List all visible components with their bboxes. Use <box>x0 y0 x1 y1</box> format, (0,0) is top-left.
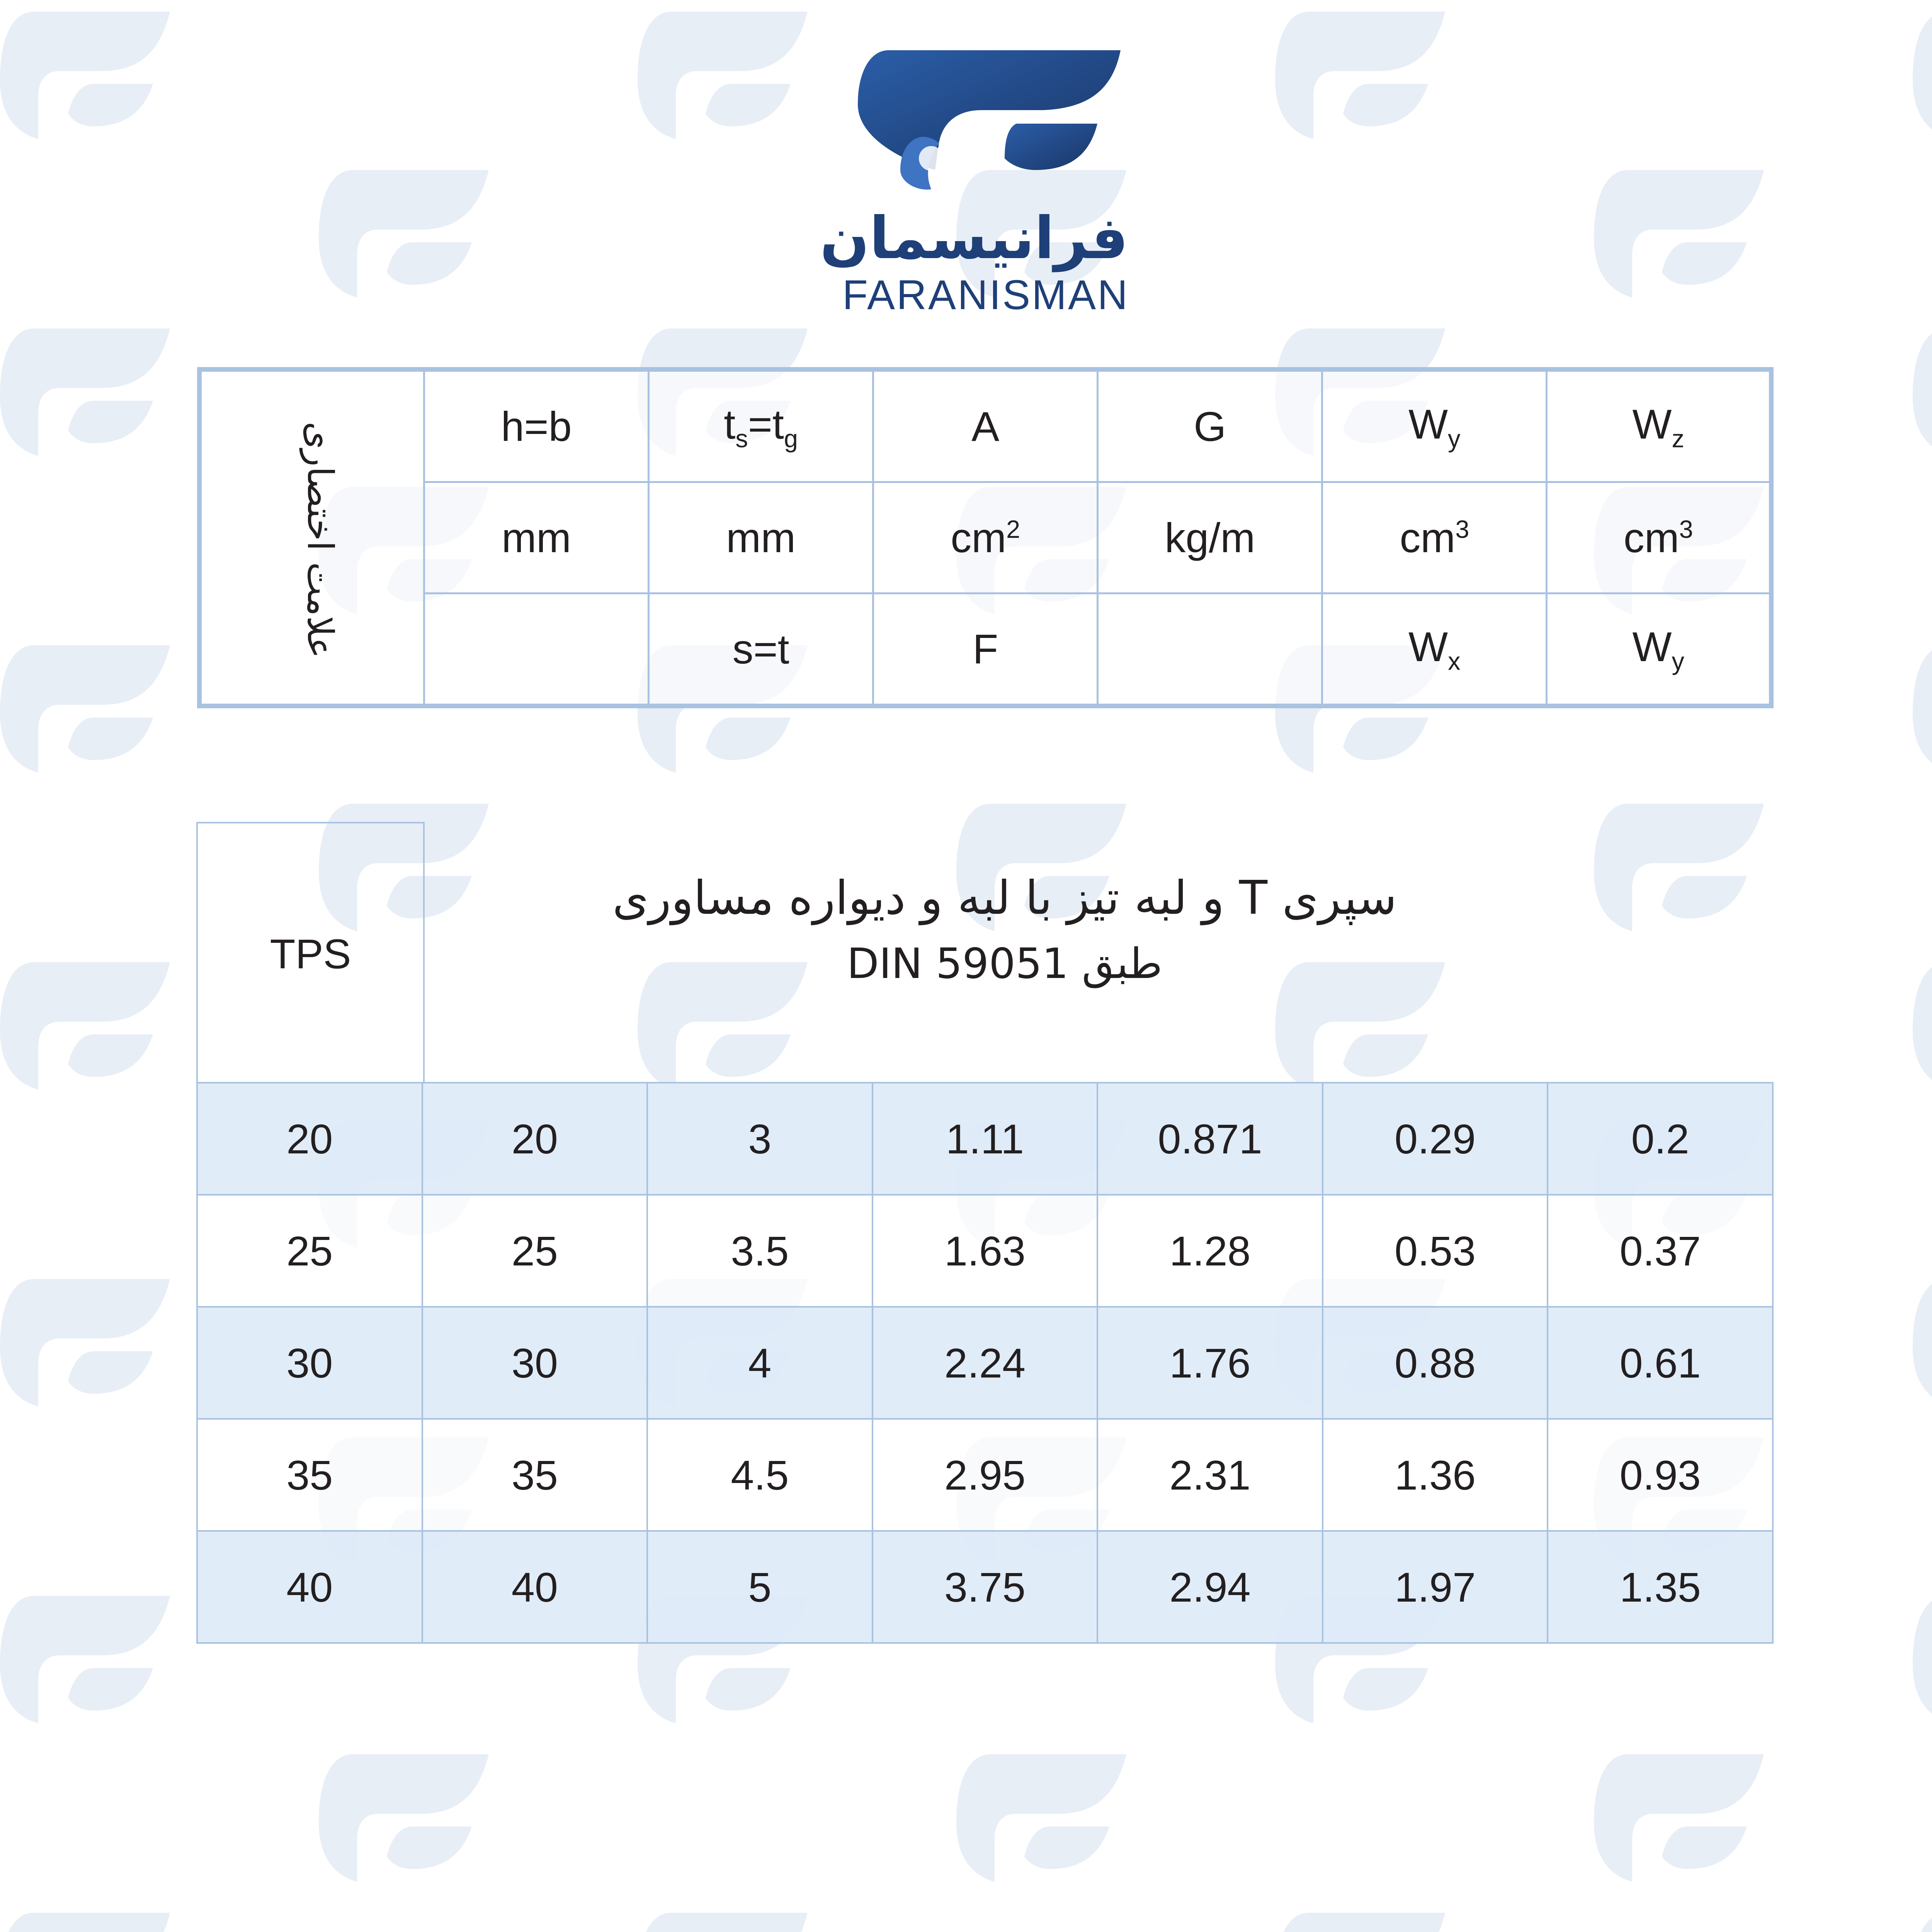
section-title-block <box>425 866 1584 997</box>
table-cell: 1.28 <box>1097 1195 1323 1307</box>
table-cell: 2.95 <box>872 1419 1098 1531</box>
table-cell: 4.5 <box>647 1419 872 1531</box>
legend-symbol-wz: $W_z$ <box>1547 369 1771 482</box>
legend-unit: mm <box>649 482 873 594</box>
legend-alt-symbol: F <box>873 594 1098 706</box>
table-row <box>197 1083 1773 1195</box>
legend-alt-symbol: $W_y$ <box>1547 594 1771 706</box>
legend-unit: $cm^3$ <box>1322 482 1547 594</box>
brand-name-en: FARANISMAN <box>842 271 1129 318</box>
table-cell: 5 <box>647 1531 872 1643</box>
legend-alt-symbol: $W_x$ <box>1322 594 1547 706</box>
table-cell: 1.97 <box>1323 1531 1548 1643</box>
table-row <box>197 1307 1773 1419</box>
table-cell: 1.36 <box>1323 1419 1548 1531</box>
table-cell: 30 <box>422 1307 648 1419</box>
legend-symbol-ts-tg: $t_s=t_g$ <box>649 369 873 482</box>
table-cell: 35 <box>422 1419 648 1531</box>
abbreviation-label: علامت اختصاری <box>299 421 341 659</box>
table-cell: 40 <box>197 1531 422 1643</box>
legend-unit: kg/m <box>1098 482 1322 594</box>
section-standard: طبق DIN 59051 <box>847 940 1163 988</box>
table-cell: 25 <box>422 1195 648 1307</box>
brand-name-fa: فرانیسمان <box>820 205 1128 272</box>
section-title: سپری T و لبه تیز با لبه و دیواره مساوری <box>612 871 1397 925</box>
table-cell: 1.35 <box>1548 1531 1773 1643</box>
table-cell: 3.75 <box>872 1531 1098 1643</box>
table-cell: 1.76 <box>1097 1307 1323 1419</box>
legend-alt-symbol <box>424 594 649 706</box>
legend-alt-symbol: s=t <box>649 594 873 706</box>
table-cell: 0.88 <box>1323 1307 1548 1419</box>
legend-symbol-wy: $W_y$ <box>1322 369 1547 482</box>
legend-unit: mm <box>424 482 649 594</box>
table-cell: 2.94 <box>1097 1531 1323 1643</box>
table-cell: 4 <box>647 1307 872 1419</box>
legend-unit: $cm^2$ <box>873 482 1098 594</box>
table-row <box>197 1419 1773 1531</box>
table-cell: 0.871 <box>1097 1083 1323 1195</box>
table-cell: 2.24 <box>872 1307 1098 1419</box>
table-cell: 0.93 <box>1548 1419 1773 1531</box>
legend-symbol-g: G <box>1098 369 1322 482</box>
table-cell: 35 <box>197 1419 422 1531</box>
table-cell: 2.31 <box>1097 1419 1323 1531</box>
table-cell: 0.29 <box>1323 1083 1548 1195</box>
table-row <box>197 1195 1773 1307</box>
table-cell: 3 <box>647 1083 872 1195</box>
table-cell: 1.11 <box>872 1083 1098 1195</box>
abbreviation-cell <box>199 369 424 706</box>
table-cell: 25 <box>197 1195 422 1307</box>
table-cell: 3.5 <box>647 1195 872 1307</box>
table-cell: 0.37 <box>1548 1195 1773 1307</box>
table-cell: 1.63 <box>872 1195 1098 1307</box>
table-cell: 40 <box>422 1531 648 1643</box>
legend-unit: $cm^3$ <box>1547 482 1771 594</box>
eagle-logo-icon <box>842 43 1128 209</box>
table-cell: 30 <box>197 1307 422 1419</box>
legend-symbol-hb: h=b <box>424 369 649 482</box>
table-cell: 20 <box>422 1083 648 1195</box>
section-code: TPS <box>270 930 351 977</box>
profile-data-table <box>196 1082 1774 1644</box>
table-cell: 0.2 <box>1548 1083 1773 1195</box>
table-cell: 20 <box>197 1083 422 1195</box>
legend-alt-symbol <box>1098 594 1322 706</box>
table-row <box>197 1531 1773 1643</box>
legend-symbol-a: A <box>873 369 1098 482</box>
table-cell: 0.61 <box>1548 1307 1773 1419</box>
table-cell: 0.53 <box>1323 1195 1548 1307</box>
legend-table <box>197 367 1774 708</box>
brand-logo <box>820 43 1129 318</box>
section-code-cell <box>196 822 425 1084</box>
